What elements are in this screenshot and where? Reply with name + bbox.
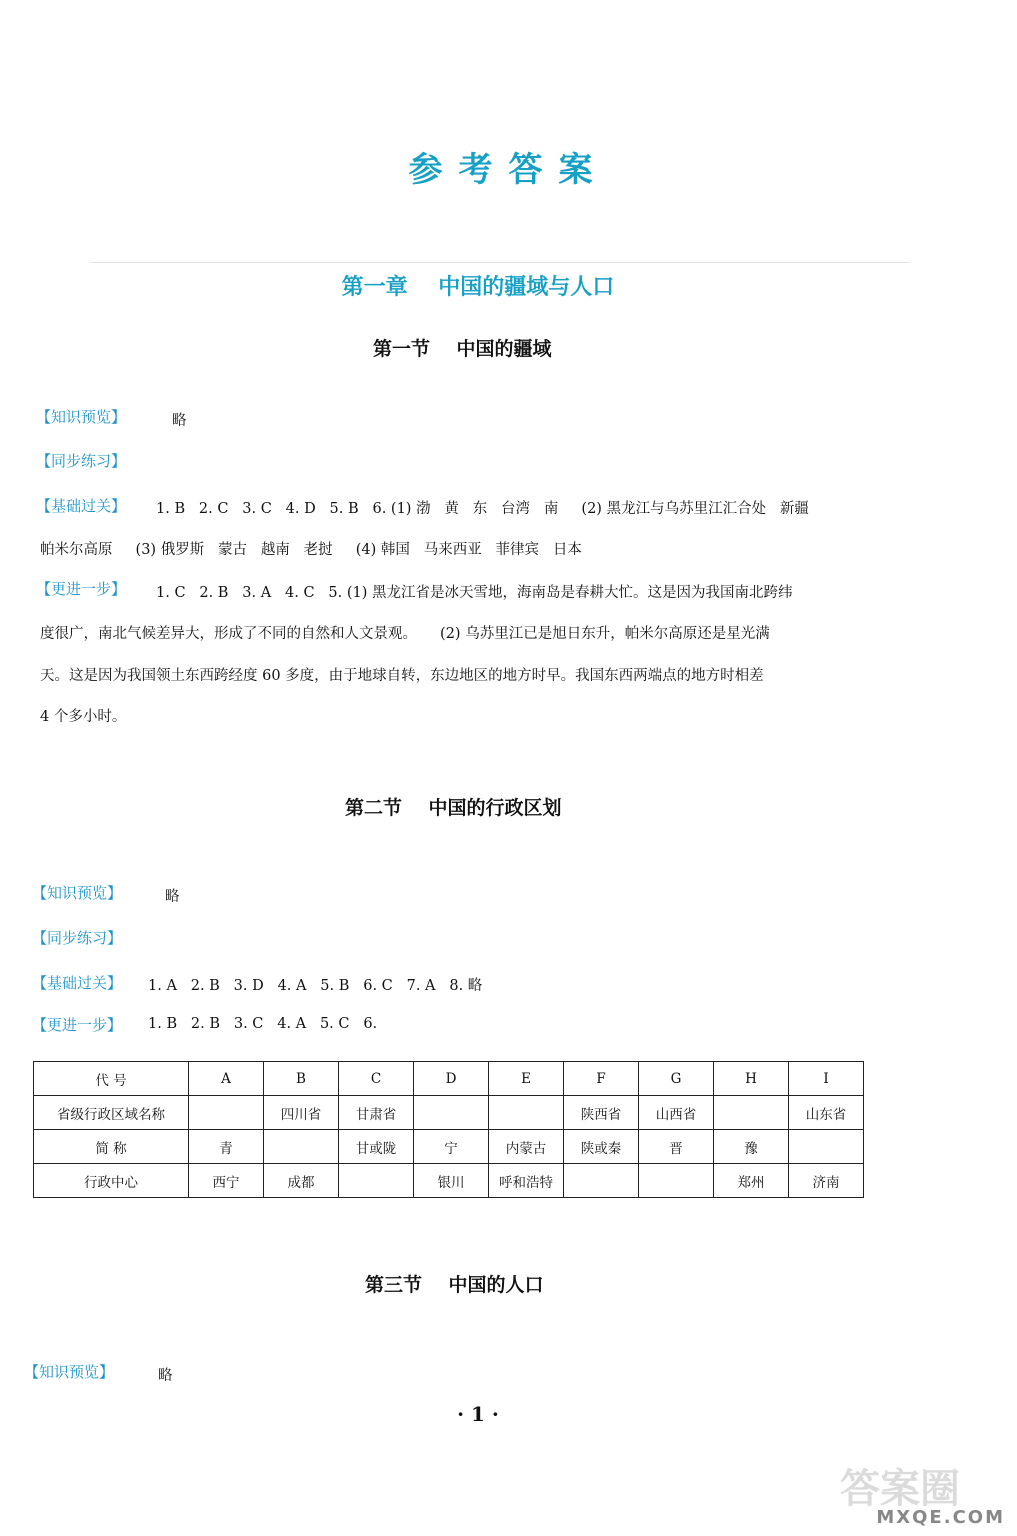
table-cell: 山西省	[639, 1096, 714, 1130]
table-row	[34, 1130, 864, 1164]
table-cell: 内蒙古	[489, 1130, 564, 1164]
s1-advance-line-3: 天。这是因为我国领土东西跨经度 60 多度，由于地球自转，东边地区的地方时早。我国东西两端点的地方时相差	[40, 668, 764, 684]
chapter-heading: 第一章 中国的疆域与人口	[341, 275, 615, 300]
table-cell: 陕西省	[564, 1096, 639, 1130]
table-cell	[264, 1130, 339, 1164]
table-cell: 省级行政区域名称	[34, 1096, 189, 1130]
table-cell: 山东省	[789, 1096, 864, 1130]
page-number: · 1 ·	[457, 1402, 499, 1426]
s2-practice-tag: 【同步练习】	[32, 929, 123, 947]
s1-advance-line-2: 度很广，南北气候差异大，形成了不同的自然和人文景观。 (2) 乌苏里江已是旭日东升，帕米尔高原还是星光满	[40, 626, 770, 642]
table-cell: 四川省	[264, 1096, 339, 1130]
s1-practice-tag: 【同步练习】	[36, 452, 127, 470]
watermark-url: MXQE.COM	[876, 1507, 1005, 1528]
table-cell: 甘或陇	[339, 1130, 414, 1164]
s1-preview-tag: 【知识预览】	[36, 408, 127, 426]
table-cell: D	[414, 1062, 489, 1096]
s3-preview-tag: 【知识预览】	[24, 1363, 115, 1381]
s2-preview-tag: 【知识预览】	[32, 884, 123, 902]
table-cell: 成都	[264, 1164, 339, 1198]
s1-basic-tag: 【基础过关】	[36, 497, 127, 515]
table-cell	[489, 1096, 564, 1130]
table-cell: 郑州	[714, 1164, 789, 1198]
table-cell	[414, 1096, 489, 1130]
table-cell: 代 号	[34, 1062, 189, 1096]
table-cell: 晋	[639, 1130, 714, 1164]
table-cell	[714, 1096, 789, 1130]
table-cell: C	[339, 1062, 414, 1096]
table-row	[34, 1164, 864, 1198]
s1-advance-line-1: 1. C 2. B 3. A 4. C 5. (1) 黑龙江省是冰天雪地，海南岛是春耕大忙。这是因为我国南北跨纬	[156, 585, 793, 601]
table-cell: 陕或秦	[564, 1130, 639, 1164]
section-1-heading: 第一节 中国的疆域	[373, 338, 552, 360]
table-cell	[189, 1096, 264, 1130]
table-cell: 济南	[789, 1164, 864, 1198]
table-cell: B	[264, 1062, 339, 1096]
s2-preview-answer: 略	[165, 889, 180, 905]
table-cell: I	[789, 1062, 864, 1096]
page-title: 参考答案	[408, 150, 609, 190]
s2-basic-tag: 【基础过关】	[32, 974, 123, 992]
table-cell	[789, 1130, 864, 1164]
table-cell	[339, 1164, 414, 1198]
table-cell: A	[189, 1062, 264, 1096]
table-row	[34, 1062, 864, 1096]
s1-basic-line-2: 帕米尔高原 (3) 俄罗斯 蒙古 越南 老挝 (4) 韩国 马来西亚 菲律宾 日本	[40, 542, 582, 558]
table-cell: 豫	[714, 1130, 789, 1164]
table-cell: 呼和浩特	[489, 1164, 564, 1198]
s2-advance-line: 1. B 2. B 3. C 4. A 5. C 6.	[148, 1016, 378, 1032]
s1-basic-line-1: 1. B 2. C 3. C 4. D 5. B 6. (1) 渤 黄 东 台湾 南 (2) 黑龙江与乌苏里江汇合处 新疆	[156, 501, 809, 517]
table-cell: 银川	[414, 1164, 489, 1198]
table-cell: 甘肃省	[339, 1096, 414, 1130]
table-cell: 行政中心	[34, 1164, 189, 1198]
table-cell: G	[639, 1062, 714, 1096]
divider	[90, 262, 910, 263]
section-2-heading: 第二节 中国的行政区划	[345, 797, 562, 819]
table-cell: H	[714, 1062, 789, 1096]
table-cell	[564, 1164, 639, 1198]
table-cell: 宁	[414, 1130, 489, 1164]
section-3-heading: 第三节 中国的人口	[365, 1274, 544, 1296]
table-cell: F	[564, 1062, 639, 1096]
province-table	[33, 1061, 864, 1198]
table-cell: E	[489, 1062, 564, 1096]
table-row	[34, 1096, 864, 1130]
s1-preview-answer: 略	[172, 413, 187, 429]
s2-basic-line: 1. A 2. B 3. D 4. A 5. B 6. C 7. A 8. 略	[148, 978, 483, 994]
table-cell: 简 称	[34, 1130, 189, 1164]
s2-advance-tag: 【更进一步】	[32, 1016, 123, 1034]
s3-preview-answer: 略	[158, 1368, 173, 1384]
table-cell	[639, 1164, 714, 1198]
watermark-logo-text: 答案圈	[840, 1466, 960, 1512]
table-cell: 西宁	[189, 1164, 264, 1198]
s1-advance-tag: 【更进一步】	[36, 580, 127, 598]
table-cell: 青	[189, 1130, 264, 1164]
s1-advance-line-4: 4 个多小时。	[40, 709, 127, 725]
